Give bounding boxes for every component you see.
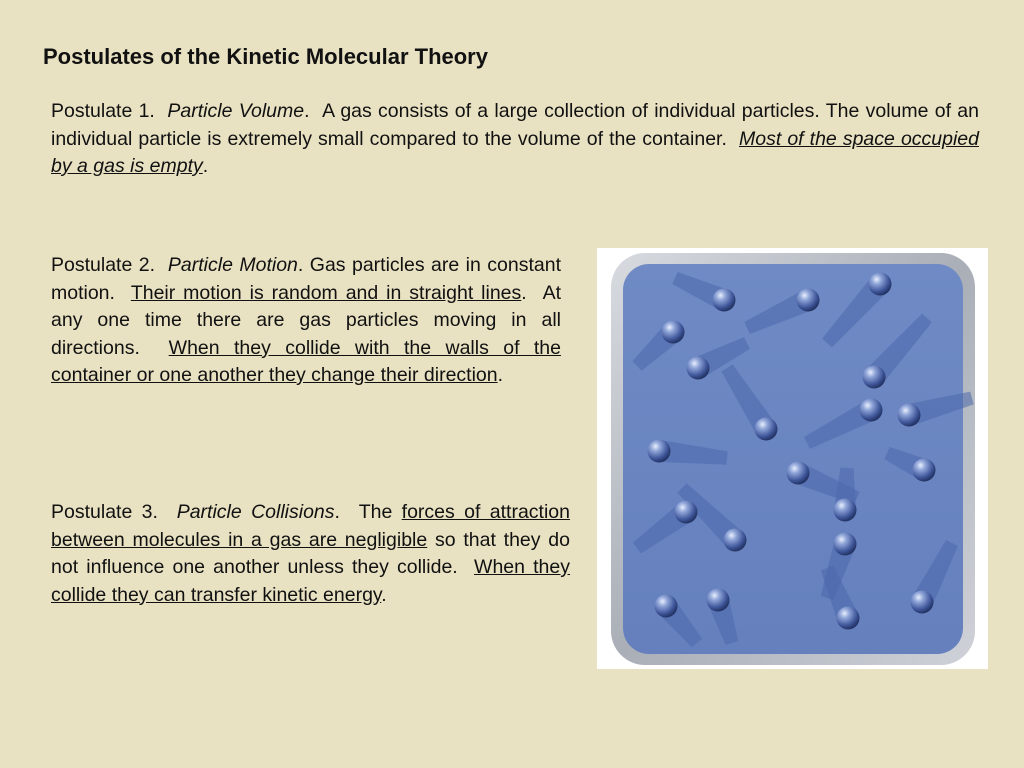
postulate-1-text: A gas consists of a large collection of individual particles. The volume of an individual particle is extremely small compared to the volume of the container. — [51, 100, 979, 150]
gas-particle — [898, 404, 921, 427]
gas-particle — [911, 591, 934, 614]
postulate-1-number: Postulate 1. — [51, 100, 155, 122]
gas-particle — [655, 595, 678, 618]
gas-container-illustration — [597, 248, 988, 669]
postulate-2-emphasis-b: When they collide with the walls of the container or one another they change their direction — [51, 336, 561, 386]
postulate-2-number: Postulate 2. — [51, 254, 156, 276]
gas-particle — [724, 529, 747, 552]
page-title: Postulates of the Kinetic Molecular Theory — [43, 44, 488, 69]
gas-particle — [860, 399, 883, 422]
postulate-2-emphasis-a: Their motion is random and in straight lines — [130, 281, 522, 304]
gas-particle — [687, 357, 710, 380]
postulate-2: Postulate 2. Particle Motion. Gas particles are in constant motion. Their motion is random and in straight lines. At any one time there are gas particles moving in all directions. When they collide with the walls of the container or one another they change their direction. — [51, 254, 562, 386]
postulate-3: Postulate 3. Particle Collisions. The forces of attraction between molecules in a gas are negligible so that they do not influence one another unless they collide. When they collide they can transfer kinetic energy. — [51, 501, 571, 606]
postulate-3-number: Postulate 3. — [51, 501, 158, 523]
postulate-3-emphasis-b: When they collide they can transfer kinetic energy — [51, 556, 571, 606]
gas-particle — [648, 440, 671, 463]
gas-particle — [675, 501, 698, 524]
gas-particle — [913, 459, 936, 482]
gas-particle — [869, 273, 892, 296]
gas-particle — [755, 418, 778, 441]
gas-particle — [787, 462, 810, 485]
postulate-3-name: Particle Collisions — [176, 501, 335, 523]
postulate-2-text-b: At any one time there are gas particles moving in all directions. — [51, 281, 562, 359]
postulate-1-emphasis: Most of the space occupied by a gas is empty — [51, 127, 979, 177]
postulate-2-text-a: Gas particles are in constant motion. — [51, 254, 562, 304]
gas-particle — [707, 589, 730, 612]
gas-particle — [834, 499, 857, 522]
gas-particle — [797, 289, 820, 312]
gas-particle — [837, 607, 860, 630]
postulate-3-emphasis-a: forces of attraction between molecules in a gas are negligible — [51, 501, 570, 551]
gas-particle — [713, 289, 736, 312]
gas-particle — [834, 533, 857, 556]
gas-container-svg — [597, 248, 988, 669]
gas-particle — [662, 321, 685, 344]
postulate-1-name: Particle Volume — [167, 100, 305, 122]
gas-particle — [863, 366, 886, 389]
postulate-1: Postulate 1. Particle Volume. A gas consists of a large collection of individual particles. The volume of an individual particle is extremely small compared to the volume of the container. Most of the space occupied by a gas is empty. — [51, 100, 979, 177]
postulate-3-text-b: so that they do not influence one another unless they collide. — [51, 528, 570, 578]
postulate-3-text-a: The — [358, 501, 393, 523]
postulate-2-name: Particle Motion — [167, 254, 298, 276]
